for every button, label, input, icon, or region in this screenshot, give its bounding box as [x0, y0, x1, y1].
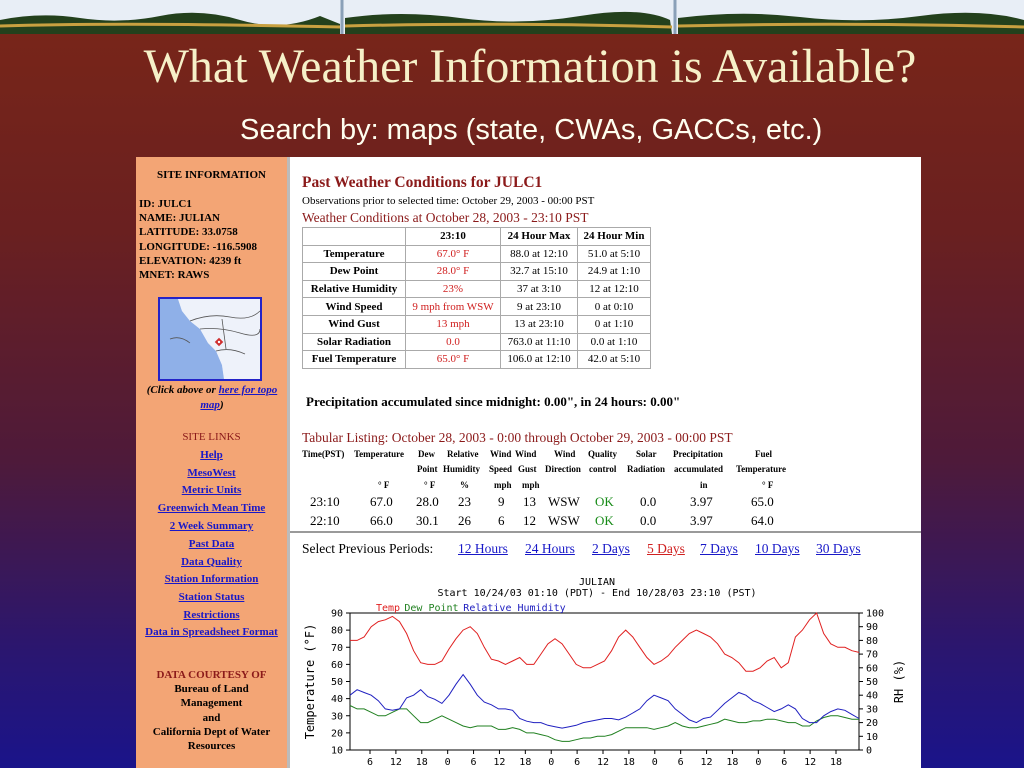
current-conditions-table — [302, 227, 651, 369]
y2-tick-label: 50 — [866, 677, 879, 688]
y2-tick-label: 30 — [866, 704, 879, 716]
precipitation-summary: Precipitation accumulated since midnight: 0.00", in 24 hours: 0.00" — [306, 394, 681, 409]
main-content — [287, 157, 921, 768]
y2-tick-label: 60 — [866, 663, 879, 675]
unit-label: % — [460, 480, 469, 490]
table-header-row — [303, 228, 651, 246]
y-tick-label: 10 — [330, 745, 343, 757]
link-metric-units[interactable]: Metric Units — [181, 484, 242, 497]
courtesy-line: and — [202, 711, 221, 724]
current-value: 23% — [406, 280, 501, 298]
legend-temp: Temp — [376, 603, 401, 614]
x-tick-label: 0 — [444, 757, 451, 768]
cell-fuel: 65.0 — [751, 494, 774, 509]
max-value: 13 at 23:10 — [501, 315, 578, 333]
cell-precip: 3.97 — [690, 494, 713, 509]
x-tick-label: 18 — [829, 757, 843, 768]
chart-title: JULIAN — [578, 577, 616, 588]
table-row — [303, 298, 651, 316]
y2-tick-label: 20 — [866, 718, 879, 730]
period-7-days[interactable]: 7 Days — [700, 541, 738, 556]
y2-tick-label: 0 — [866, 745, 873, 757]
col-header: Point — [417, 464, 438, 474]
col-header: accumulated — [674, 464, 723, 474]
web-page-screenshot — [136, 157, 921, 768]
min-value: 42.0 at 5:10 — [578, 351, 651, 369]
link-data-in-spreadsheet[interactable]: Data in Spreadsheet Format — [145, 625, 278, 638]
period-24-hours[interactable]: 24 Hours — [525, 541, 575, 556]
slide-subtitle: Search by: maps (state, CWAs, GACCs, etc.) — [240, 114, 823, 146]
series-line-temp — [350, 613, 859, 671]
x-tick-label: 6 — [366, 757, 374, 768]
col-header: Temperature — [736, 464, 786, 474]
table-row — [303, 263, 651, 281]
cell-quality: OK — [595, 513, 614, 528]
col-header: Humidity — [443, 464, 481, 474]
legend-dew-point: Dew Point — [404, 603, 459, 614]
x-tick-label: 0 — [755, 757, 762, 768]
site-latitude: LATITUDE: 33.0758 — [139, 226, 238, 239]
row-label: Temperature — [303, 245, 406, 263]
unit-label: ° F — [378, 480, 390, 490]
table-row — [303, 351, 651, 369]
col-header: Direction — [545, 464, 581, 474]
tabular-listing-title: Tabular Listing: October 28, 2003 - 0:00 through October 29, 2003 - 00:00 PST — [302, 430, 733, 445]
unit-label: mph — [522, 480, 540, 490]
chart-subtitle: Start 10/24/03 01:10 (PDT) - End 10/28/03 23:10 (PST) — [437, 588, 757, 599]
current-value: 28.0° F — [406, 263, 501, 281]
col-header: Precipitation — [673, 449, 723, 459]
max-value: 763.0 at 11:10 — [501, 333, 578, 351]
link-2-week-summary[interactable]: 2 Week Summary — [169, 519, 254, 532]
cell-temp: 67.0 — [370, 494, 393, 509]
current-value: 0.0 — [406, 333, 501, 351]
topo-map-link[interactable]: here for topo map — [200, 384, 278, 411]
plot-frame — [350, 613, 859, 750]
cell-dew: 28.0 — [416, 494, 439, 509]
x-tick-label: 12 — [804, 757, 817, 768]
y-tick-label: 40 — [330, 694, 343, 706]
unit-label: in — [700, 480, 708, 490]
max-value: 106.0 at 12:10 — [501, 351, 578, 369]
x-tick-label: 12 — [389, 757, 402, 768]
table-row — [303, 280, 651, 298]
x-tick-label: 0 — [548, 757, 555, 768]
y2-tick-label: 90 — [866, 622, 879, 634]
series-line-relative-humidity — [350, 675, 859, 729]
y2-tick-label: 100 — [866, 608, 885, 620]
y2-tick-label: 10 — [866, 731, 879, 743]
table-row — [303, 245, 651, 263]
y2-axis-label: RH (%) — [892, 659, 906, 704]
courtesy-heading: DATA COURTESY OF — [156, 669, 267, 681]
site-info-heading: SITE INFORMATION — [157, 169, 266, 181]
link-restrictions[interactable]: Restrictions — [183, 608, 240, 621]
conditions-title: Weather Conditions at October 28, 2003 - 23:10 PST — [302, 210, 589, 225]
max-value: 37 at 3:10 — [501, 280, 578, 298]
unit-label: mph — [494, 480, 512, 490]
cell-speed: 9 — [498, 494, 505, 509]
cell-temp: 66.0 — [370, 513, 393, 528]
col-header: Time(PST) — [302, 449, 345, 459]
col-header: Relative — [447, 449, 479, 459]
row-label: Relative Humidity — [303, 280, 406, 298]
link-station-status[interactable]: Station Status — [178, 591, 245, 604]
cell-gust: 13 — [523, 494, 536, 509]
decorative-banner — [0, 0, 1024, 34]
period-5-days[interactable]: 5 Days — [647, 541, 685, 556]
cell-speed: 6 — [498, 513, 505, 528]
table-header — [303, 228, 406, 246]
unit-label: ° F — [762, 480, 774, 490]
current-value: 9 mph from WSW — [406, 298, 501, 316]
weather-line-chart — [290, 575, 921, 768]
link-station-information[interactable]: Station Information — [164, 573, 259, 586]
cell-solar: 0.0 — [640, 494, 657, 509]
y-tick-label: 90 — [330, 608, 343, 620]
row-label: Fuel Temperature — [303, 351, 406, 369]
row-label: Wind Speed — [303, 298, 406, 316]
site-info — [139, 197, 257, 282]
data-courtesy — [136, 668, 287, 753]
link-mesowest[interactable]: MesoWest — [187, 466, 236, 479]
x-tick-label: 12 — [493, 757, 506, 768]
page-title: Past Weather Conditions for JULC1 — [302, 174, 543, 191]
col-header: Speed — [489, 464, 513, 474]
series-line-dew-point — [350, 706, 859, 742]
x-tick-label: 18 — [519, 757, 532, 768]
col-header: Solar — [636, 449, 657, 459]
legend-relative-humidity: Relative Humidity — [463, 603, 566, 614]
row-label: Solar Radiation — [303, 333, 406, 351]
cell-gust: 12 — [523, 513, 536, 528]
cell-direction: WSW — [548, 513, 580, 528]
y2-tick-label: 70 — [866, 649, 879, 661]
x-tick-label: 6 — [677, 757, 684, 768]
current-value: 13 mph — [406, 315, 501, 333]
period-10-days[interactable]: 10 Days — [755, 541, 800, 556]
table-header: 24 Hour Min — [578, 228, 651, 246]
map-caption-end: ) — [219, 398, 224, 411]
col-header: Temperature — [354, 449, 404, 459]
col-header: Dew — [418, 449, 435, 459]
cell-rh: 26 — [458, 513, 471, 528]
table-row — [303, 315, 651, 333]
col-header: Quality — [588, 449, 618, 459]
previous-periods — [302, 541, 861, 557]
x-tick-label: 18 — [622, 757, 635, 768]
link-greenwich-mean-time[interactable]: Greenwich Mean Time — [157, 502, 266, 515]
y-tick-label: 70 — [330, 642, 343, 654]
site-links — [136, 429, 287, 639]
y2-tick-label: 80 — [866, 635, 879, 647]
y-axis-label: Temperature (°F) — [303, 623, 317, 740]
y-tick-label: 50 — [330, 677, 343, 688]
col-header: Gust — [518, 464, 537, 474]
station-location-map[interactable] — [158, 297, 262, 381]
y-tick-label: 30 — [330, 711, 343, 723]
max-value: 32.7 at 15:10 — [501, 263, 578, 281]
observations-note: Observations prior to selected time: October 29, 2003 - 00:00 PST — [302, 195, 595, 207]
map-caption — [142, 383, 282, 412]
y-tick-label: 20 — [330, 728, 343, 740]
cell-time: 23:10 — [310, 494, 340, 509]
col-header: Wind — [490, 449, 512, 459]
cell-direction: WSW — [548, 494, 580, 509]
unit-label: ° F — [424, 480, 436, 490]
min-value: 0 at 0:10 — [578, 298, 651, 316]
min-value: 12 at 12:10 — [578, 280, 651, 298]
min-value: 51.0 at 5:10 — [578, 245, 651, 263]
site-sidebar — [136, 157, 287, 768]
site-name: NAME: JULIAN — [139, 212, 220, 225]
max-value: 88.0 at 12:10 — [501, 245, 578, 263]
cell-dew: 30.1 — [416, 513, 439, 528]
cell-quality: OK — [595, 494, 614, 509]
x-tick-label: 18 — [726, 757, 739, 768]
california-map-icon — [160, 299, 260, 379]
x-tick-label: 6 — [470, 757, 477, 768]
period-12-hours[interactable]: 12 Hours — [458, 541, 508, 556]
x-tick-label: 18 — [415, 757, 428, 768]
cell-precip: 3.97 — [690, 513, 713, 528]
map-caption-text: (Click above or — [146, 384, 219, 396]
period-2-days[interactable]: 2 Days — [592, 541, 630, 556]
link-data-quality[interactable]: Data Quality — [181, 555, 242, 568]
min-value: 0 at 1:10 — [578, 315, 651, 333]
row-label: Dew Point — [303, 263, 406, 281]
min-value: 24.9 at 1:10 — [578, 263, 651, 281]
x-tick-label: 12 — [700, 757, 713, 768]
cell-fuel: 64.0 — [751, 513, 774, 528]
site-longitude: LONGITUDE: -116.5908 — [139, 240, 257, 253]
table-header: 24 Hour Max — [501, 228, 578, 246]
min-value: 0.0 at 1:10 — [578, 333, 651, 351]
courtesy-line: Management — [180, 697, 243, 710]
site-links-heading: SITE LINKS — [182, 431, 241, 443]
cell-rh: 23 — [458, 494, 471, 509]
site-mnet: MNET: RAWS — [139, 269, 210, 282]
y-tick-label: 80 — [330, 625, 343, 637]
max-value: 9 at 23:10 — [501, 298, 578, 316]
current-value: 67.0° F — [406, 245, 501, 263]
x-tick-label: 12 — [596, 757, 610, 768]
courtesy-line: Resources — [187, 740, 236, 753]
table-row — [303, 333, 651, 351]
col-header: control — [589, 464, 617, 474]
link-past-data[interactable]: Past Data — [188, 537, 235, 550]
courtesy-line: California Dept of Water — [152, 725, 271, 738]
y-tick-label: 60 — [330, 659, 343, 671]
y2-tick-label: 40 — [866, 690, 879, 702]
table-header: 23:10 — [406, 228, 501, 246]
link-help[interactable]: Help — [200, 448, 223, 461]
cell-time: 22:10 — [310, 513, 340, 528]
x-tick-label: 0 — [651, 757, 658, 768]
col-header: Wind — [554, 449, 576, 459]
col-header: Wind — [515, 449, 537, 459]
slide-title: What Weather Information is Available? — [143, 40, 917, 93]
site-id: ID: JULC1 — [139, 198, 192, 210]
site-elevation: ELEVATION: 4239 ft — [139, 254, 242, 267]
col-header: Radiation — [627, 464, 666, 474]
row-label: Wind Gust — [303, 315, 406, 333]
previous-periods-label: Select Previous Periods: — [302, 541, 434, 556]
cell-solar: 0.0 — [640, 513, 657, 528]
x-tick-label: 6 — [781, 757, 788, 768]
col-header: Fuel — [755, 449, 772, 459]
period-30-days[interactable]: 30 Days — [816, 541, 861, 556]
current-value: 65.0° F — [406, 351, 501, 369]
divider — [290, 531, 921, 533]
x-tick-label: 6 — [574, 757, 581, 768]
courtesy-line: Bureau of Land — [174, 683, 249, 696]
